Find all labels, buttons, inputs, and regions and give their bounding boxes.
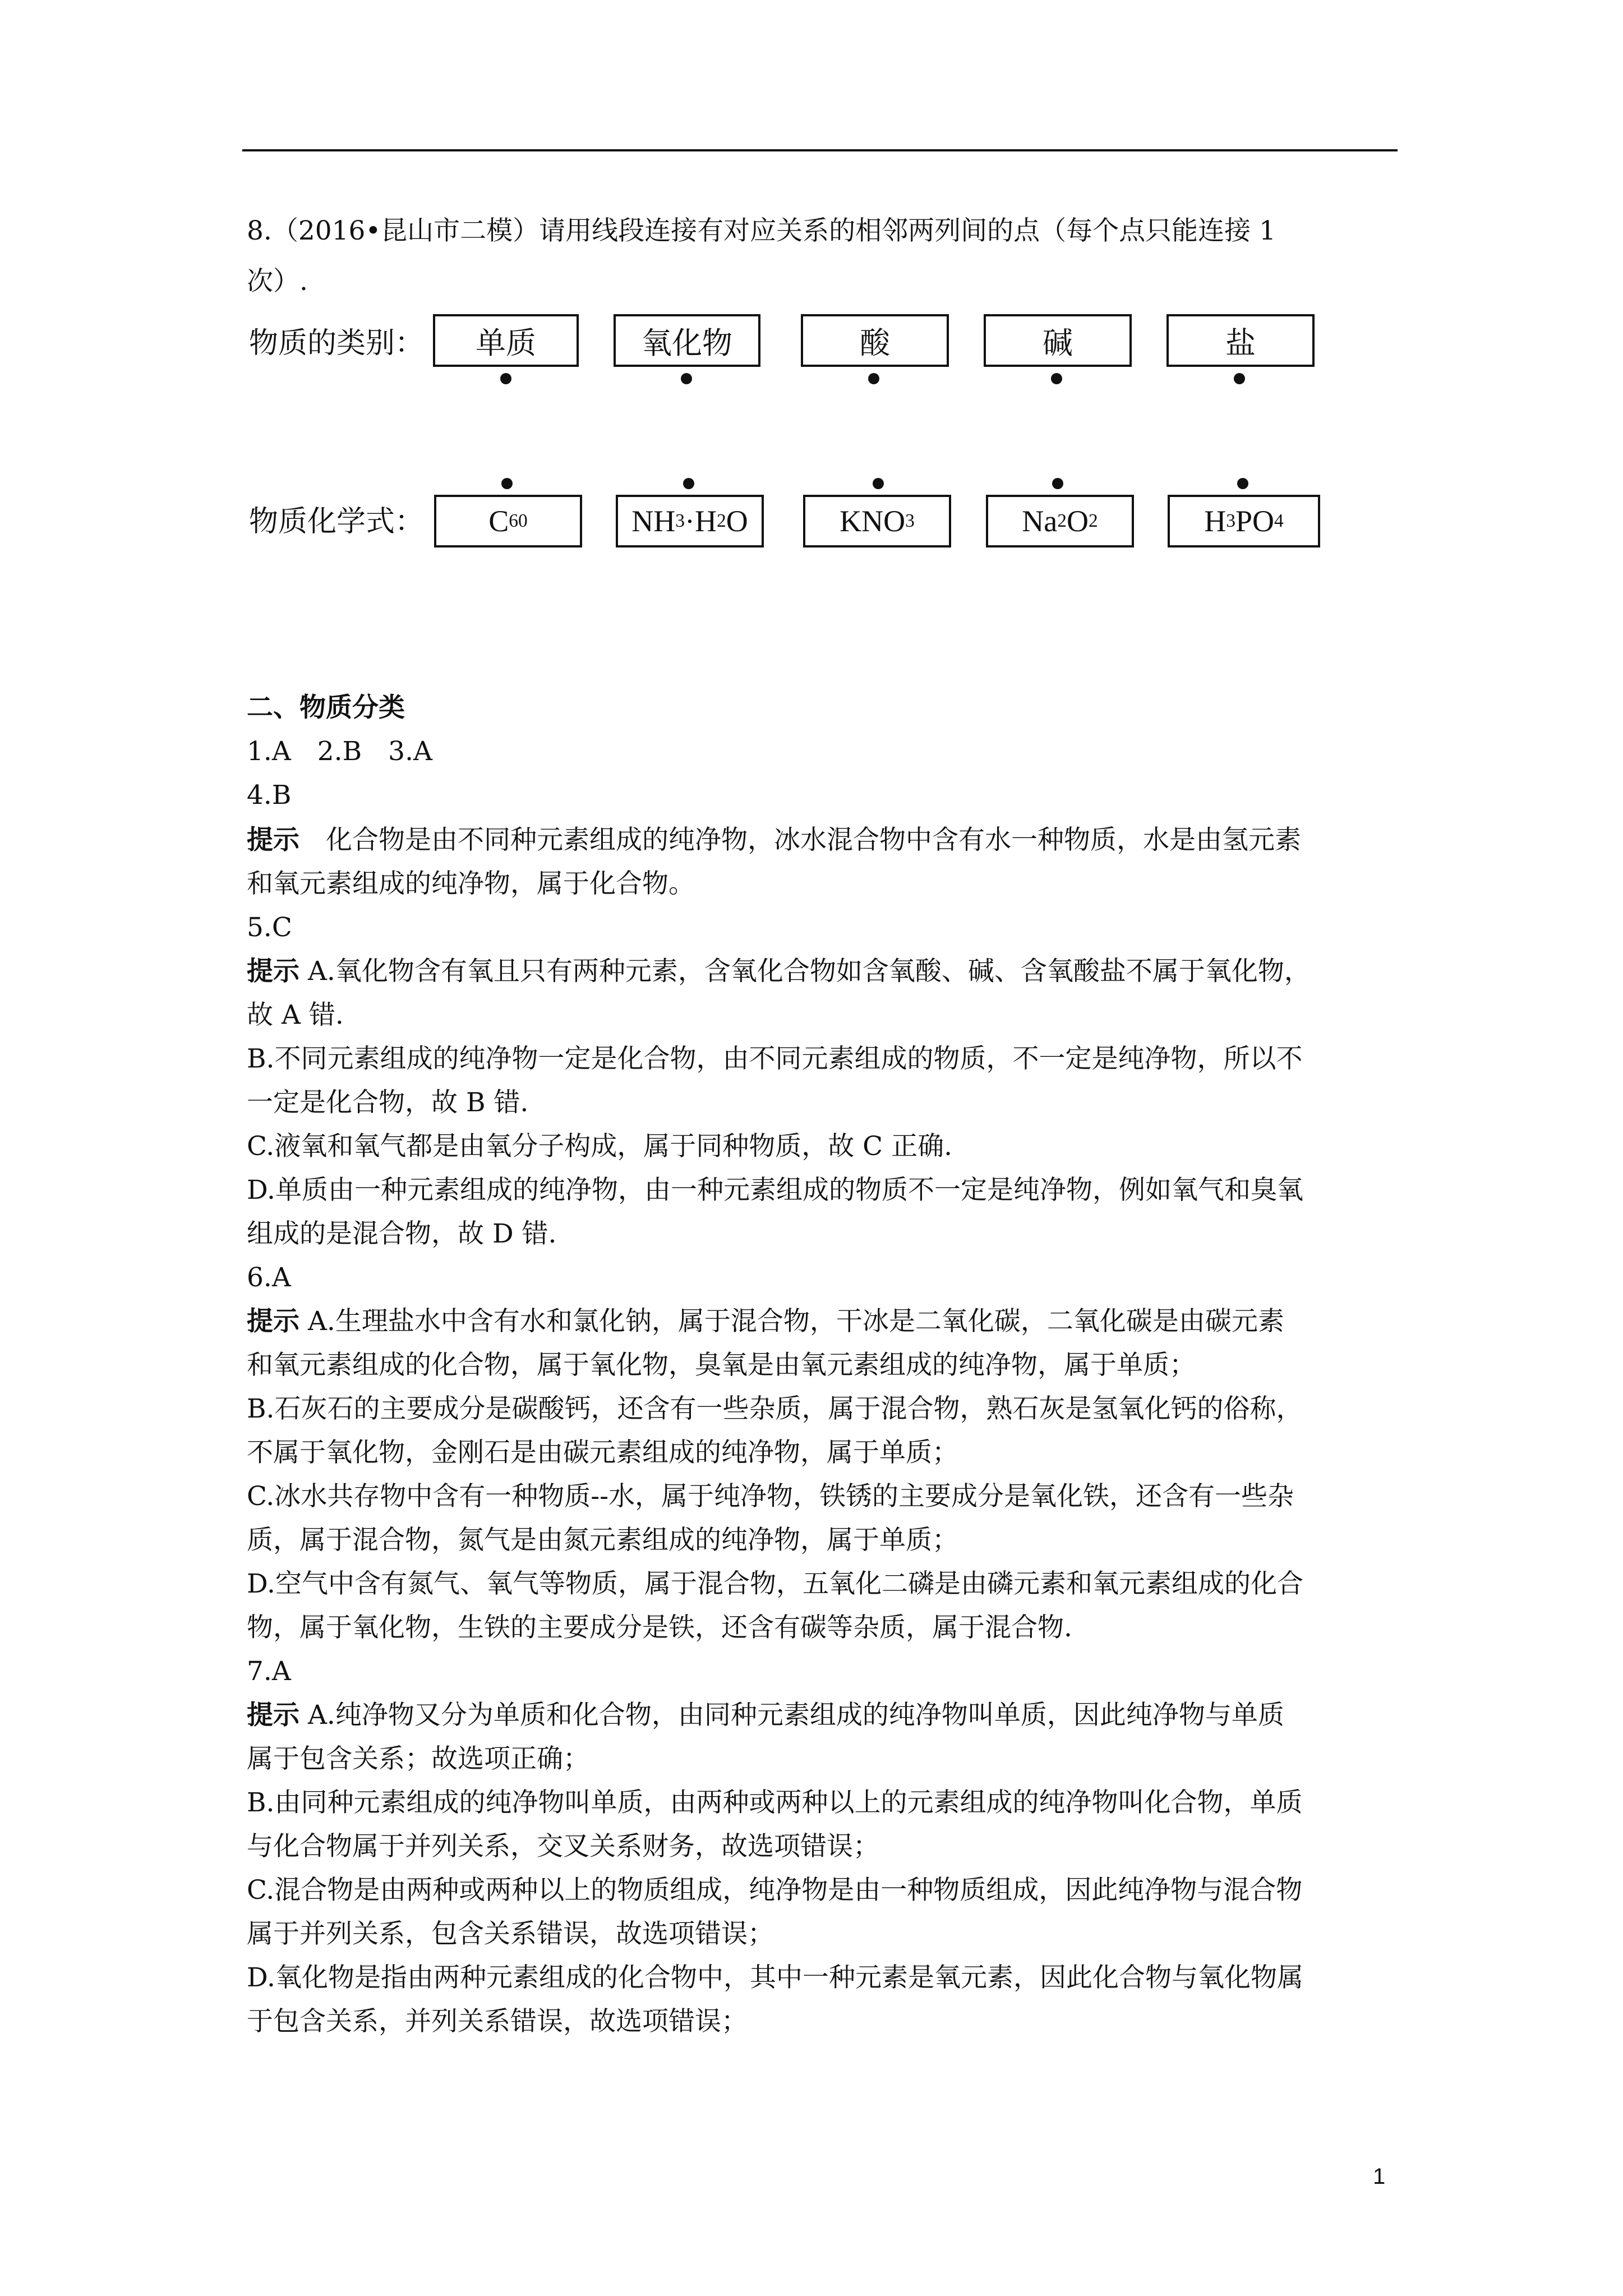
category-box: 单质 xyxy=(433,314,579,367)
hint-line xyxy=(247,955,1413,988)
formula-box: C 60 xyxy=(434,495,582,547)
formula-connect-dot[interactable] xyxy=(1237,478,1248,489)
answer-line: 于包含关系，并列关系错误，故选项错误； xyxy=(247,2006,748,2037)
formula-connect-dot[interactable] xyxy=(683,478,694,489)
formula-box: KNO 3 xyxy=(803,495,951,547)
hint-text: A.纯净物又分为单质和化合物，由同种元素组成的纯净物叫单质，因此纯净物与单质 xyxy=(299,1700,1284,1731)
answer-line: 与化合物属于并列关系，交叉关系财务，故选项错误； xyxy=(247,1831,879,1862)
answer-line: 质，属于混合物，氮气是由氮元素组成的纯净物，属于单质； xyxy=(247,1525,958,1556)
question-8-line-2: 次）. xyxy=(247,266,308,297)
answer-line: 和氧元素组成的纯净物，属于化合物。 xyxy=(247,868,695,899)
answer-line: 故 A 错. xyxy=(247,1000,344,1030)
answer-line: 4.B xyxy=(247,780,292,811)
category-box: 酸 xyxy=(801,314,949,367)
answer-line: 属于并列关系，包含关系错误，故选项错误； xyxy=(247,1918,774,1949)
answer-line: D.氧化物是指由两种元素组成的化合物中，其中一种元素是氧元素，因此化合物与氧化物属 xyxy=(247,1962,1303,1993)
category-connect-dot[interactable] xyxy=(1234,373,1245,384)
header-rule xyxy=(242,149,1398,151)
formula-connect-dot[interactable] xyxy=(1052,478,1063,489)
answer-line: C.冰水共存物中含有一种物质--水，属于纯净物，铁锈的主要成分是氧化铁，还含有一些杂 xyxy=(247,1481,1294,1512)
formula-row-label: 物质化学式： xyxy=(249,505,425,539)
answer-line: C.混合物是由两种或两种以上的物质组成，纯净物是由一种物质组成，因此纯净物与混合物 xyxy=(247,1875,1303,1906)
section-title: 二、物质分类 xyxy=(247,692,405,723)
formula-box: H 3 PO 4 xyxy=(1168,495,1320,547)
answer-line: 组成的是混合物，故 D 错. xyxy=(247,1218,557,1249)
answer-line: B.不同元素组成的纯净物一定是化合物，由不同元素组成的物质，不一定是纯净物，所以不 xyxy=(247,1043,1303,1074)
question-8-line-1: 8.（2016•昆山市二模）请用线段连接有对应关系的相邻两列间的点（每个点只能连接 1 xyxy=(247,215,1276,246)
answer-line: D.单质由一种元素组成的纯净物，由一种元素组成的物质不一定是纯净物，例如氧气和臭氧 xyxy=(247,1175,1303,1205)
answer-line: 一定是化合物，故 B 错. xyxy=(247,1087,529,1118)
category-connect-dot[interactable] xyxy=(868,373,879,384)
hint-label: 提示 xyxy=(247,1306,299,1337)
formula-connect-dot[interactable] xyxy=(501,478,513,489)
formula-connect-dot[interactable] xyxy=(873,478,884,489)
category-box: 碱 xyxy=(984,314,1132,367)
answer-line: 6.A xyxy=(247,1262,291,1293)
answer-line: C.液氧和氧气都是由氧分子构成，属于同种物质，故 C 正确. xyxy=(247,1131,953,1162)
answer-line: B.由同种元素组成的纯净物叫单质，由两种或两种以上的元素组成的纯净物叫化合物，单质 xyxy=(247,1787,1303,1818)
category-row-label: 物质的类别： xyxy=(249,326,425,360)
hint-text: A.生理盐水中含有水和氯化钠，属于混合物，干冰是二氧化碳，二氧化碳是由碳元素 xyxy=(299,1306,1284,1337)
answer-line: 属于包含关系；故选项正确； xyxy=(247,1743,589,1774)
formula-box: Na 2 O 2 xyxy=(986,495,1134,547)
answer-line: B.石灰石的主要成分是碳酸钙，还含有一些杂质，属于混合物，熟石灰是氢氧化钙的俗称， xyxy=(247,1393,1303,1424)
answer-line: 和氧元素组成的化合物，属于氧化物，臭氧是由氧元素组成的纯净物，属于单质； xyxy=(247,1350,1196,1381)
hint-label: 提示 xyxy=(247,1700,299,1731)
answer-line: D.空气中含有氮气、氧气等物质，属于混合物，五氧化二磷是由磷元素和氧元素组成的化合 xyxy=(247,1568,1303,1599)
hint-label: 提示 xyxy=(247,825,299,855)
page-number: 1 xyxy=(1373,2164,1386,2189)
hint-line xyxy=(247,1305,1413,1338)
hint-line xyxy=(247,1699,1413,1732)
answer-line: 物，属于氧化物，生铁的主要成分是铁，还含有碳等杂质，属于混合物. xyxy=(247,1612,1072,1643)
hint-text: A.氧化物含有氧且只有两种元素，含氧化合物如含氧酸、碱、含氧酸盐不属于氧化物， xyxy=(299,956,1311,987)
answer-line: 1.A 2.B 3.A xyxy=(247,736,432,767)
category-box: 盐 xyxy=(1166,314,1315,367)
hint-text: 化合物是由不同种元素组成的纯净物，冰水混合物中含有水一种物质，水是由氢元素 xyxy=(299,825,1301,855)
category-connect-dot[interactable] xyxy=(681,373,692,384)
category-connect-dot[interactable] xyxy=(500,373,511,384)
answer-line: 5.C xyxy=(247,912,292,943)
category-connect-dot[interactable] xyxy=(1051,373,1062,384)
formula-box: NH 3 ·H 2 O xyxy=(616,495,764,547)
category-box: 氧化物 xyxy=(614,314,760,367)
hint-line xyxy=(247,823,1413,857)
answer-line: 不属于氧化物，金刚石是由碳元素组成的纯净物，属于单质； xyxy=(247,1437,958,1468)
hint-label: 提示 xyxy=(247,956,299,987)
answer-line: 7.A xyxy=(247,1656,291,1687)
